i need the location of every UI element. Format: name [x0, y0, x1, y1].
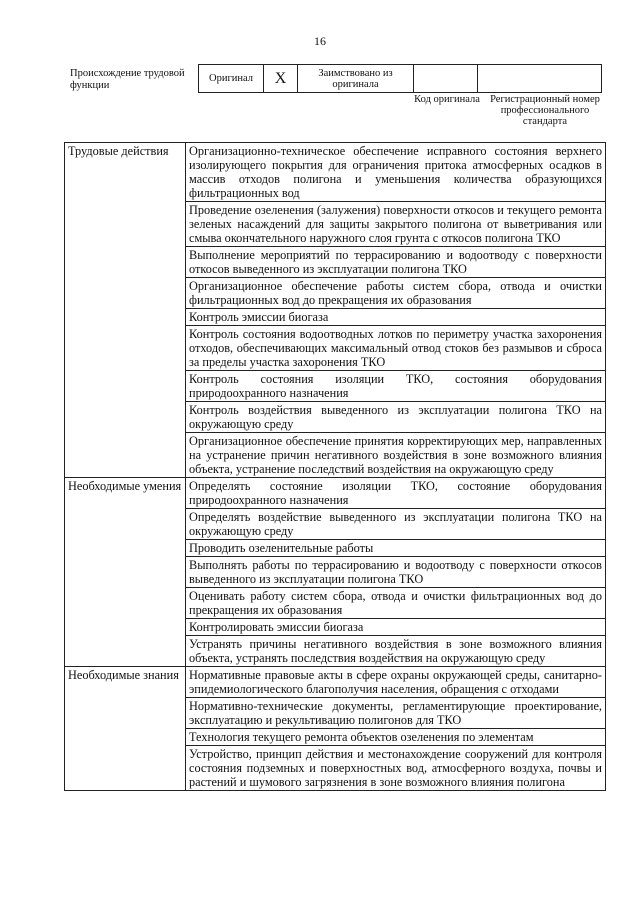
registration-number-cell [478, 65, 602, 93]
section-title: Трудовые действия [65, 143, 186, 478]
section-item: Определять состояние изоляции ТКО, состояние оборудования природоохранного назначения [186, 478, 606, 509]
section-item: Контроль воздействия выведенного из эксплуатации полигона ТКО на окружающую среду [186, 402, 606, 433]
section-title: Необходимые умения [65, 478, 186, 667]
section-item: Контроль эмиссии биогаза [186, 309, 606, 326]
section-item: Проводить озеленительные работы [186, 540, 606, 557]
table-row [65, 667, 606, 698]
section-item: Определять воздействие выведенного из эксплуатации полигона ТКО на окружающую среду [186, 509, 606, 540]
section-title: Необходимые знания [65, 667, 186, 791]
section-item: Нормативные правовые акты в сфере охраны окружающей среды, санитарно-эпидемиологического благополучия населения, обращения с отходами [186, 667, 606, 698]
borrowed-cell: Заимствовано из оригинала [298, 65, 414, 93]
section-item: Организационное обеспечение работы систем сбора, отвода и очистки фильтрационных вод до прекращения их образования [186, 278, 606, 309]
original-code-caption: Код оригинала [414, 94, 480, 105]
section-item: Технология текущего ремонта объектов озеленения по элементам [186, 729, 606, 746]
original-mark: X [264, 65, 298, 93]
original-cell: Оригинал [199, 65, 264, 93]
labor-function-table [64, 142, 606, 791]
section-item: Выполнять работы по террасированию и водоотводу с поверхности откосов выведенного из эксплуатации полигона ТКО [186, 557, 606, 588]
origin-table [198, 64, 602, 93]
section-item: Организационное обеспечение принятия корректирующих мер, направленных на устранение причин негативного воздействия в зоне возможного влияния объекта, устранение последствий воздействия на окружающую среду [186, 433, 606, 478]
section-item: Контроль состояния водоотводных лотков по периметру участка захоронения отходов, обеспечивающих максимальный отвод стоков без размывов и сброса за пределы участка захоронения ТКО [186, 326, 606, 371]
section-item: Устройство, принцип действия и местонахождение сооружений для контроля состояния подземных и поверхностных вод, атмосферного воздуха, почвы и растений и шумового загрязнения в зоне возможного влияния полигона [186, 746, 606, 791]
section-item: Устранять причины негативного воздействия в зоне возможного влияния объекта, устранять последствия воздействия на окружающую среду [186, 636, 606, 667]
original-code-cell [414, 65, 478, 93]
section-item: Оценивать работу систем сбора, отвода и очистки фильтрационных вод до прекращения их образования [186, 588, 606, 619]
section-item: Проведение озеленения (залужения) поверхности откосов и текущего ремонта зеленых насаждений для защиты закрытого полигона от выветривания или смыва окончательного наружного слоя грунта с откосов полигона ТКО [186, 202, 606, 247]
origin-label: Происхождение трудовой функции [70, 68, 185, 91]
section-item: Контролировать эмиссии биогаза [186, 619, 606, 636]
registration-number-caption: Регистрационный номер профессионального стандарта [490, 94, 600, 127]
section-item: Нормативно-технические документы, регламентирующие проектирование, эксплуатацию и рекультивацию полигонов для ТКО [186, 698, 606, 729]
table-row [65, 143, 606, 202]
section-item: Контроль состояния изоляции ТКО, состояния оборудования природоохранного назначения [186, 371, 606, 402]
table-row [65, 478, 606, 509]
page-number: 16 [314, 34, 326, 48]
section-item: Выполнение мероприятий по террасированию и водоотводу с поверхности откосов выведенного из эксплуатации полигона ТКО [186, 247, 606, 278]
section-item: Организационно-техническое обеспечение исправного состояния верхнего изолирующего покрытия для ограничения притока атмосферных осадков в массив отходов полигона и уменьшения количества образующихся фильтрационных вод [186, 143, 606, 202]
